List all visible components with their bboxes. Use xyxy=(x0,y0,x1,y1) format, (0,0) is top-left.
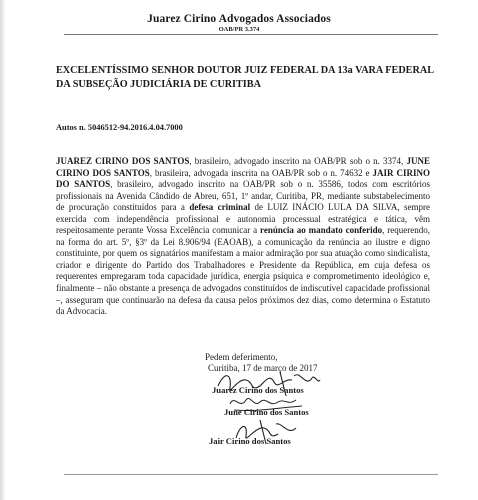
signer-juarez: Juarez Cirino dos Santos xyxy=(212,385,304,395)
header-rule xyxy=(64,34,438,35)
body-text-2: , brasileira, advogada inscrita na OAB/PR sob o n. 74632 e xyxy=(149,167,373,178)
name-juarez: JUAREZ CIRINO DOS SANTOS xyxy=(56,156,190,166)
bold-defesa-criminal: defesa criminal xyxy=(189,202,251,213)
signer-june: June Cirino dos Santos xyxy=(224,407,309,417)
firm-name: Juarez Cirino Advogados Associados xyxy=(147,13,331,25)
body-text-3: , brasileiro, advogado inscrito na OAB/PR sob o n. 35586, todos com escritórios profissionais na Avenida Cândido de Abreu, 651, 1º andar, Curitiba, PR, mediante substabelecimento de procuração constituídos para a xyxy=(56,179,430,213)
city-date: Curitiba, 17 de março de 2017 xyxy=(208,363,318,373)
footer-rule xyxy=(64,474,438,475)
name-jair: JAIR CIRINO DO SANTOS xyxy=(56,167,430,190)
body-text-4: de LUIZ INÁCIO LULA DA SILVA, sempre exercida com independência profissional e autonomia processual estratégica e tática, vêm respeitosamente perante Vossa Excelência comunicar a xyxy=(56,202,430,236)
case-number: Autos n. 5046512-94.2016.4.04.7000 xyxy=(56,123,183,132)
closing-request: Pedem deferimento, xyxy=(205,352,278,362)
scan-edge-shadow xyxy=(0,0,6,500)
bold-renuncia: renúncia ao mandato conferido xyxy=(260,225,383,236)
firm-oab-number: OAB/PR 3.374 xyxy=(218,26,260,33)
petition-body xyxy=(56,156,430,318)
body-text-5: , requerendo, na forma do art. 5º, §3º da Lei 8.906/94 (EAOAB), a comunicação da renúncia ao ilustre e digno constituinte, por quem os signatários manifestam a maior admiração por sua atuação como sindicalista, criador e dirigente do Partido dos Trabalhadores e Presidente da República, em cuja defesa os requerentes empregaram toda capacidade jurídica, energia psíquica e comprometimento ideológico e, finalmente – não obstante a presença de advogados constituídos de indiscutível capacidade profissional –, asseguram que continuarão na defesa da causa pelos próximos dez dias, como determina o Estatuto da Advocacia. xyxy=(56,225,430,317)
letterhead xyxy=(0,13,478,33)
addressee: EXCELENTÍSSIMO SENHOR DOUTOR JUIZ FEDERAL DA 13a VARA FEDERAL DA SUBSEÇÃO JUDICIÁRIA DE CURITIBA xyxy=(56,65,434,90)
body-text-1: , brasileiro, advogado inscrito na OAB/PR sob o n. 3374, xyxy=(189,156,407,166)
signer-jair: Jair Cirino dos Santos xyxy=(209,436,291,446)
name-june: JUNE CIRINO DOS SANTOS xyxy=(56,156,430,178)
